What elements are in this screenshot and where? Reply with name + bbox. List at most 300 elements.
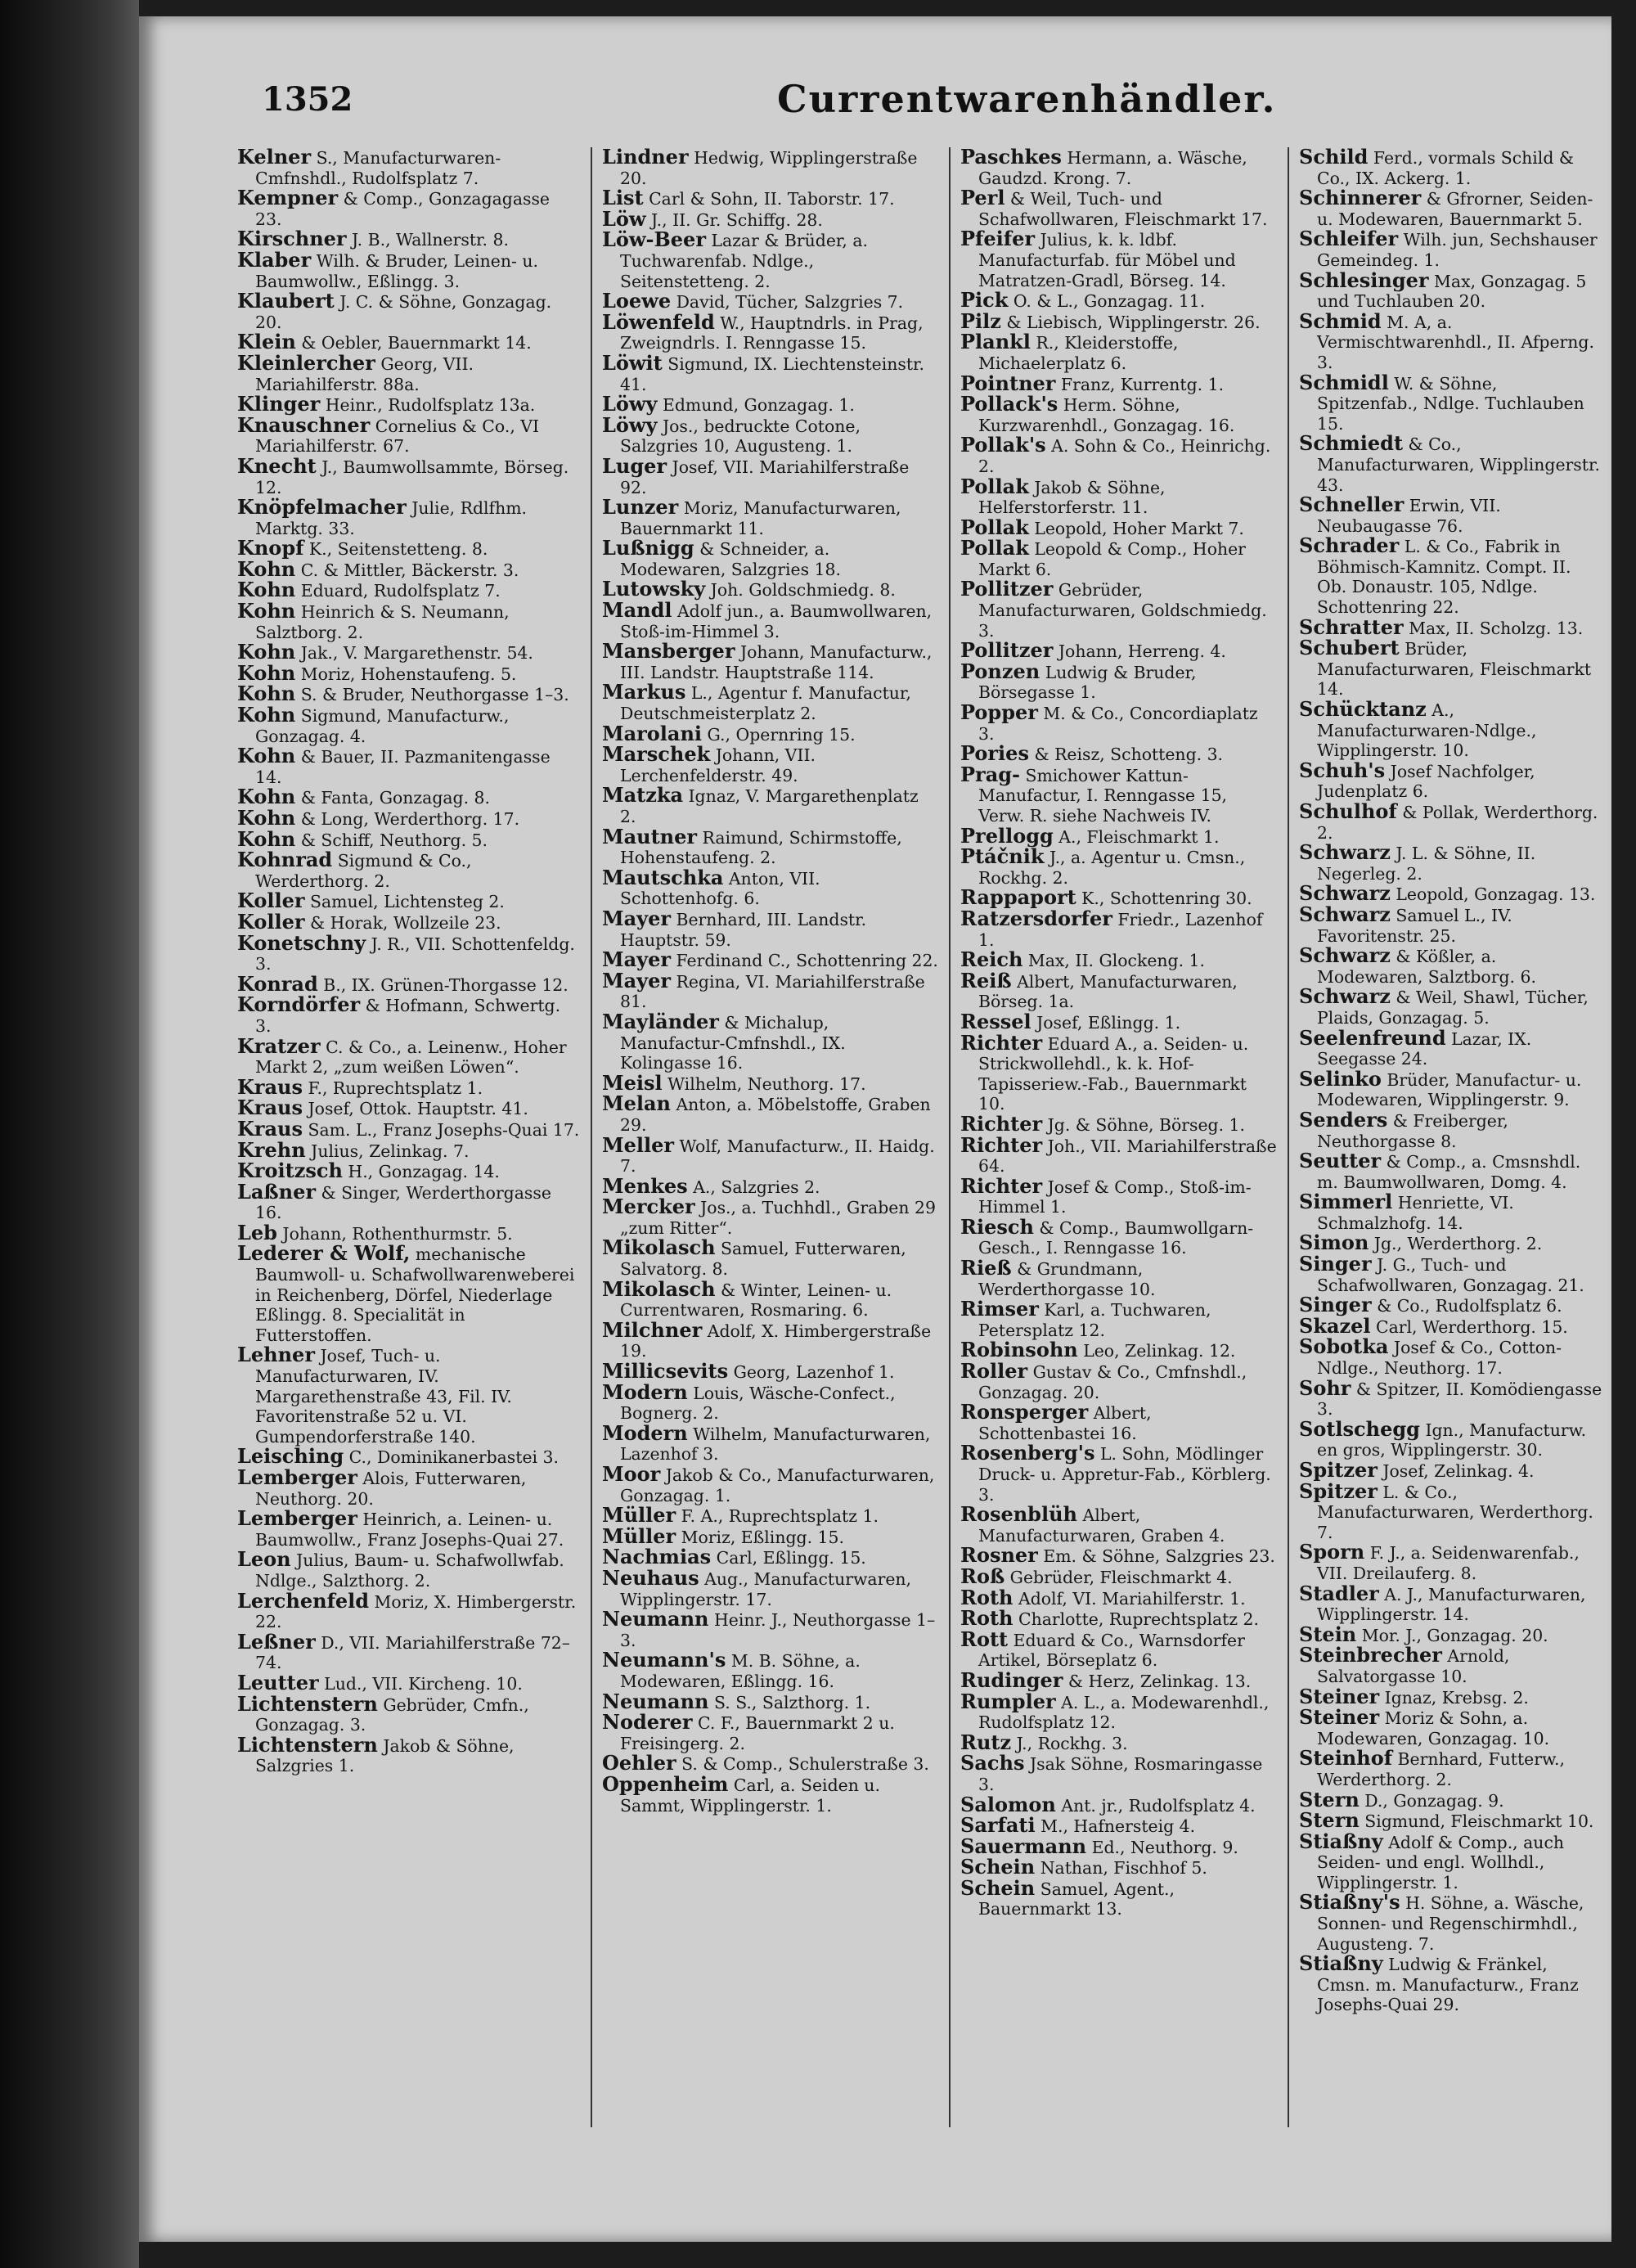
entry-details: Wilh. jun, Sechshauser Gemeindeg. 1. xyxy=(1317,230,1598,270)
directory-entry xyxy=(1299,840,1603,884)
entry-name: Menkes xyxy=(602,1173,688,1198)
entry-name: Löwy xyxy=(602,412,658,437)
entry-details: F. J., a. Seidenwarenfab., VII. Dreilauferg. 8. xyxy=(1317,1543,1580,1583)
entry-name: Lemberger xyxy=(237,1465,357,1489)
entry-details: Louis, Wäsche-Confect., Bognerg. 2. xyxy=(620,1383,896,1424)
entry-name: Lindner xyxy=(602,147,689,169)
directory-entry xyxy=(1299,1581,1603,1625)
entry-name: Ponzen xyxy=(960,659,1040,683)
entry-name: Popper xyxy=(960,700,1038,725)
entry-details: Jg., Werderthorg. 2. xyxy=(1373,1234,1543,1254)
entry-name: Rutz xyxy=(960,1730,1012,1754)
entry-details: Josef, Eßlingg. 1. xyxy=(1036,1012,1181,1033)
entry-details: & Spitzer, II. Komödiengasse 3. xyxy=(1317,1379,1602,1420)
directory-entry xyxy=(960,906,1278,950)
page-title: Currentwarenhändler. xyxy=(777,77,1277,121)
directory-entry xyxy=(602,1132,939,1177)
directory-entry xyxy=(1299,1542,1603,1583)
entry-details: Aug., Manufacturwaren, Wipplingerstr. 17. xyxy=(620,1568,912,1609)
directory-entry xyxy=(237,453,581,497)
entry-details: Wilhelm, Manufacturwaren, Lazenhof 3. xyxy=(620,1424,931,1465)
entry-details: Carl, Eßlingg. 15. xyxy=(716,1548,866,1568)
directory-entry xyxy=(1299,229,1603,270)
entry-name: Steinhof xyxy=(1299,1746,1393,1771)
entry-name: Ressel xyxy=(960,1009,1031,1033)
entry-details: C. & Co., a. Leinenw., Hoher Markt 2, „zum weißen Löwen“. xyxy=(255,1037,567,1078)
directory-entry xyxy=(1299,943,1603,987)
directory-entry xyxy=(602,350,939,394)
entry-name: Kohn xyxy=(237,599,296,623)
entry-name: Seutter xyxy=(1299,1149,1382,1173)
entry-name: Knecht xyxy=(237,453,317,478)
entry-name: Lemberger xyxy=(237,1506,357,1531)
entry-details: Smichower Kattun-Manufactur, I. Renngasse 15, Verw. R. siehe Nachweis IV. xyxy=(978,765,1228,826)
entry-details: Friedr., Lazenhof 1. xyxy=(978,909,1263,950)
directory-entry xyxy=(960,435,1278,476)
entry-name: Mautschka xyxy=(602,865,724,889)
directory-entry xyxy=(237,1588,581,1632)
entry-name: Klaubert xyxy=(237,289,335,313)
entry-details: H., Gonzagag. 14. xyxy=(348,1162,500,1182)
entry-name: Richter xyxy=(960,1173,1043,1198)
entry-name: Konetschny xyxy=(237,930,366,955)
entry-details: & Schiff, Neuthorg. 5. xyxy=(300,830,488,850)
column-4 xyxy=(1299,147,1603,2127)
entry-name: Kohn xyxy=(237,640,296,664)
entry-name: Stern xyxy=(1299,1808,1360,1833)
entry-name: Mandl xyxy=(602,598,672,623)
directory-entry xyxy=(960,1753,1278,1794)
directory-entry xyxy=(602,1462,939,1505)
directory-entry xyxy=(602,641,939,682)
directory-entry xyxy=(960,1543,1278,1568)
entry-details: F., Ruprechtsplatz 1. xyxy=(308,1078,483,1098)
entry-details: Georg, Lazenhof 1. xyxy=(733,1362,895,1383)
entry-details: Ferdinand C., Schottenring 22. xyxy=(676,951,938,971)
directory-entry xyxy=(602,1771,939,1816)
entry-name: Kelner xyxy=(237,147,312,169)
entry-name: Meller xyxy=(602,1132,674,1157)
entry-details: Moriz, X. Himbergerstr. 22. xyxy=(255,1591,577,1632)
directory-entry xyxy=(237,992,581,1036)
entry-details: Adolf jun., a. Baumwollwaren, Stoß-im-Himmel 3. xyxy=(620,601,933,641)
entry-details: Josef & Co., Cotton-Ndlge., Neuthorg. 17. xyxy=(1317,1338,1562,1379)
entry-name: Robinsohn xyxy=(960,1338,1078,1362)
entry-details: Carl, Werderthorg. 15. xyxy=(1376,1316,1568,1337)
entry-details: A., Fleischmarkt 1. xyxy=(1058,826,1220,847)
entry-details: Gebrüder, Manufacturwaren, Goldschmiedg. 3. xyxy=(978,580,1267,641)
entry-name: Paschkes xyxy=(960,147,1062,169)
entry-name: Reiß xyxy=(960,968,1012,992)
entry-details: G., Opernring 15. xyxy=(707,724,856,745)
directory-entry xyxy=(602,865,939,909)
entry-details: Adolf, VI. Mariahilferstr. 1. xyxy=(1018,1588,1246,1609)
entry-details: Max, II. Glockeng. 1. xyxy=(1027,951,1205,971)
entry-details: Gebrüder, Cmfn., Gonzagag. 3. xyxy=(255,1694,529,1735)
entry-details: Ignaz, Krebsg. 2. xyxy=(1384,1687,1529,1708)
directory-entry xyxy=(1299,1375,1603,1420)
entry-details: Eduard, Rudolfsplatz 7. xyxy=(300,581,501,601)
entry-name: Schuh's xyxy=(1299,758,1386,782)
entry-name: Oppenheim xyxy=(602,1771,729,1796)
directory-entry xyxy=(602,968,939,1012)
directory-entry xyxy=(1299,758,1603,802)
entry-name: Luger xyxy=(602,453,667,478)
entry-name: Simon xyxy=(1299,1231,1369,1255)
entry-name: Kohn xyxy=(237,806,296,830)
directory-entry xyxy=(602,1420,939,1465)
directory-entry xyxy=(960,1689,1278,1733)
directory-entry xyxy=(960,147,1278,188)
entry-details: S. S., Salzthorg. 1. xyxy=(713,1692,871,1712)
entry-details: D., VII. Mariahilferstraße 72–74. xyxy=(255,1632,570,1673)
directory-entry xyxy=(602,906,939,950)
entry-details: Wilh. & Bruder, Leinen- u. Baumwollw., Eßlingg. 3. xyxy=(255,250,538,291)
entry-name: Sarfati xyxy=(960,1813,1036,1838)
entry-name: Schmid xyxy=(1299,308,1382,333)
entry-details: & Co., Manufacturwaren, Wipplingerstr. 43. xyxy=(1317,434,1600,495)
entry-details: Julius, Zelinkag. 7. xyxy=(311,1141,470,1161)
entry-name: Mikolasch xyxy=(602,1276,716,1301)
entry-details: Josef, Tuch- u. Manufacturwaren, IV. Margarethenstraße 43, Fil. IV. Favoritenstraße 52 u. VI. Gumpendorferstraße 140. xyxy=(255,1346,512,1447)
entry-name: Simmerl xyxy=(1299,1190,1393,1214)
entry-details: J., a. Agentur u. Cmsn., Rockhg. 2. xyxy=(978,848,1246,888)
directory-entry xyxy=(237,247,581,291)
directory-entry xyxy=(237,1241,581,1345)
entry-details: C. & Mittler, Bäckerstr. 3. xyxy=(300,560,519,580)
entry-name: Marolani xyxy=(602,721,703,745)
entry-details: & Michalup, Manufactur-Cmfnshdl., IX. Kolingasse 16. xyxy=(620,1012,846,1073)
entry-details: Jakob & Co., Manufacturwaren, Gonzagag. 1. xyxy=(620,1465,935,1505)
directory-entry xyxy=(602,682,939,723)
entry-details: Jakob & Söhne, Helferstorferstr. 11. xyxy=(978,477,1166,518)
directory-entry xyxy=(237,705,581,746)
entry-details: Johann, VII. Lerchenfelderstr. 49. xyxy=(620,745,816,785)
entry-name: Perl xyxy=(960,186,1005,210)
directory-entry xyxy=(1299,1416,1603,1460)
directory-entry xyxy=(602,497,939,538)
entry-details: & Comp., Gonzagagasse 23. xyxy=(255,189,550,229)
entry-name: Stadler xyxy=(1299,1581,1379,1605)
entry-name: Rudinger xyxy=(960,1667,1063,1692)
entry-details: Max, Gonzagag. 5 und Tuchlauben 20. xyxy=(1317,271,1587,312)
entry-details: Raimund, Schirmstoffe, Hohenstaufeng. 2. xyxy=(620,827,902,868)
entry-name: Kohn xyxy=(237,785,296,809)
directory-entry xyxy=(602,1009,939,1073)
entry-name: Mayer xyxy=(602,968,671,992)
directory-entry xyxy=(602,147,939,188)
entry-details: & Grundmann, Werderthorgasse 10. xyxy=(978,1259,1156,1299)
directory-entry xyxy=(960,1606,1278,1631)
directory-entry xyxy=(602,1650,939,1691)
entry-name: Pick xyxy=(960,288,1009,313)
entry-name: Sporn xyxy=(1299,1540,1365,1564)
entry-details: Moriz & Sohn, a. Modewaren, Gonzagag. 10. xyxy=(1317,1708,1550,1748)
entry-details: Ignaz, V. Margarethenplatz 2. xyxy=(620,786,919,826)
entry-name: Roller xyxy=(960,1359,1028,1384)
entry-name: Pollitzer xyxy=(960,638,1054,663)
directory-entry xyxy=(1299,495,1603,536)
entry-name: Roth xyxy=(960,1606,1014,1631)
entry-details: mechanische Baumwoll- u. Schafwollwarenweberei in Reichenberg, Dörfel, Niederlage Eßlingg. 8. Specialität in Futterstoffen. xyxy=(255,1244,575,1345)
entry-details: Wilhelm, Neuthorg. 17. xyxy=(667,1073,866,1094)
directory-entry xyxy=(1299,638,1603,700)
entry-details: & Comp., Baumwollgarn-Gesch., I. Renngasse 16. xyxy=(978,1217,1254,1258)
entry-details: K., Seitenstetteng. 8. xyxy=(308,539,488,560)
entry-name: Löwy xyxy=(602,392,658,416)
directory-entry xyxy=(960,394,1278,435)
entry-name: Schein xyxy=(960,1875,1036,1900)
directory-entry xyxy=(960,538,1278,579)
directory-entry xyxy=(960,1030,1278,1114)
entry-name: Mikolasch xyxy=(602,1235,716,1260)
directory-entry xyxy=(1299,268,1603,312)
entry-name: Rieß xyxy=(960,1256,1012,1280)
entry-details: Erwin, VII. Neubaugasse 76. xyxy=(1317,496,1501,536)
directory-entry xyxy=(1299,1645,1603,1686)
entry-name: Kraus xyxy=(237,1096,303,1120)
entry-details: Julius, Baum- u. Schafwollwfab. Ndlge., Salzthorg. 2. xyxy=(255,1550,564,1591)
entry-details: Josef & Comp., Stoß-im-Himmel 1. xyxy=(978,1177,1252,1217)
directory-entry xyxy=(602,1276,939,1321)
entry-details: Arnold, Salvatorgasse 10. xyxy=(1317,1646,1510,1686)
directory-entry xyxy=(960,762,1278,826)
directory-entry xyxy=(602,598,939,641)
directory-entry xyxy=(602,1609,939,1650)
entry-details: A. L., a. Modewarenhdl., Rudolfsplatz 12. xyxy=(978,1692,1270,1733)
entry-name: Leon xyxy=(237,1547,291,1572)
entry-details: R., Kleiderstoffe, Michaelerplatz 6. xyxy=(978,333,1179,373)
entry-details: & Gfrorner, Seiden- u. Modewaren, Bauernmarkt 5. xyxy=(1317,189,1593,229)
entry-name: Kraus xyxy=(237,1074,303,1099)
entry-name: Schwarz xyxy=(1299,984,1391,1009)
entry-details: & Winter, Leinen- u. Currentwaren, Rosmaring. 6. xyxy=(620,1280,892,1321)
directory-entry xyxy=(602,1091,939,1135)
directory-entry xyxy=(602,227,939,291)
entry-details: J., Baumwollsammte, Börseg. 12. xyxy=(255,457,569,497)
directory-entry xyxy=(1299,1151,1603,1192)
directory-entry xyxy=(960,1361,1278,1402)
entry-details: & Fanta, Gonzagag. 8. xyxy=(300,788,491,808)
entry-name: Kroitzsch xyxy=(237,1159,343,1183)
column-divider xyxy=(949,147,951,2127)
directory-entry xyxy=(960,579,1278,641)
entry-details: Johann, Manufacturw., III. Landstr. Hauptstraße 114. xyxy=(620,642,933,682)
directory-entry xyxy=(602,412,939,457)
entry-name: Rosner xyxy=(960,1543,1038,1568)
entry-name: Pollak xyxy=(960,515,1029,539)
entry-details: Albert, Manufacturwaren, Börseg. 1a. xyxy=(978,971,1238,1012)
entry-details: Jak., V. Margarethenstr. 54. xyxy=(300,643,533,664)
entry-name: Loewe xyxy=(602,289,672,313)
entry-details: Heinrich & S. Neumann, Salztborg. 2. xyxy=(255,602,510,642)
entry-details: Adolf, X. Himbergerstraße 19. xyxy=(620,1321,932,1361)
entry-name: Salomon xyxy=(960,1792,1056,1816)
entry-details: & Herz, Zelinkag. 13. xyxy=(1067,1671,1252,1691)
entry-name: List xyxy=(602,186,644,210)
entry-details: & Kößler, a. Modewaren, Salztborg. 6. xyxy=(1317,947,1536,987)
entry-details: Jsak Söhne, Rosmaringasse 3. xyxy=(978,1754,1263,1794)
entry-name: Nachmias xyxy=(602,1545,712,1569)
entry-name: Ratzersdorfer xyxy=(960,906,1112,930)
entry-name: Schlesinger xyxy=(1299,268,1429,292)
directory-entry xyxy=(960,659,1278,703)
directory-entry xyxy=(960,1258,1278,1299)
entry-details: Jos., a. Tuchhdl., Graben 29 „zum Ritter“. xyxy=(620,1198,936,1238)
entry-details: C. F., Bauernmarkt 2 u. Freisingerg. 2. xyxy=(620,1713,895,1753)
entry-details: & Long, Werderthorg. 17. xyxy=(300,809,520,829)
entry-details: A., Manufacturwaren-Ndlge., Wipplingerstr. 10. xyxy=(1317,700,1537,761)
entry-details: Sigmund, Fleischmarkt 10. xyxy=(1364,1811,1594,1832)
entry-details: Ludwig & Bruder, Börsegasse 1. xyxy=(978,662,1197,703)
column-2 xyxy=(602,147,939,2127)
entry-details: Ludwig & Fränkel, Cmsn. m. Manufacturw., Franz Josephs-Quai 29. xyxy=(1317,1955,1579,2015)
directory-entry xyxy=(237,147,581,188)
directory-entry xyxy=(1299,147,1603,188)
entry-details: Jos., bedruckte Cotone, Salzgries 10, Augusteng. 1. xyxy=(620,416,861,457)
entry-name: Pilz xyxy=(960,308,1001,333)
entry-name: Lerchenfeld xyxy=(237,1588,370,1613)
entry-details: Sigmund, Manufacturw., Gonzagag. 4. xyxy=(255,706,510,746)
entry-details: Anton, VII. Schottenhofg. 6. xyxy=(620,868,820,909)
entry-details: & Comp., a. Cmsnshdl. m. Baumwollwaren, Domg. 4. xyxy=(1317,1152,1581,1192)
entry-details: Johann, Herreng. 4. xyxy=(1058,641,1226,662)
entry-name: Kraus xyxy=(237,1116,303,1141)
entry-name: Stiaßny xyxy=(1299,1829,1383,1853)
entry-name: Stiaßny's xyxy=(1299,1890,1400,1915)
entry-details: & Pollak, Werderthorg. 2. xyxy=(1317,803,1598,843)
entry-details: Samuel L., IV. Favoritenstr. 25. xyxy=(1317,905,1512,946)
entry-details: Hedwig, Wipplingerstraße 20. xyxy=(620,148,918,188)
directory-entry xyxy=(1299,533,1603,618)
directory-entry xyxy=(237,930,581,974)
entry-name: Mautner xyxy=(602,824,698,848)
entry-details: Sigmund & Co., Werderthorg. 2. xyxy=(255,851,472,891)
entry-name: Prag- xyxy=(960,762,1020,786)
entry-details: & Weil, Tuch- und Schafwollwaren, Fleischmarkt 17. xyxy=(978,189,1268,229)
entry-details: J. L. & Söhne, II. Negerleg. 2. xyxy=(1317,844,1536,884)
entry-name: Pointner xyxy=(960,371,1056,395)
entry-name: Schneller xyxy=(1299,493,1405,517)
entry-name: Pollak's xyxy=(960,433,1046,457)
directory-entry xyxy=(1299,370,1603,434)
directory-entry xyxy=(1299,902,1603,946)
directory-entry xyxy=(960,1402,1278,1443)
entry-name: Schinnerer xyxy=(1299,186,1422,210)
entry-name: Neumann xyxy=(602,1607,709,1631)
entry-details: Julie, Rdlfhm. Marktg. 33. xyxy=(255,498,528,538)
directory-entry xyxy=(960,1299,1278,1340)
entry-name: Müller xyxy=(602,1523,676,1548)
entry-name: Lutowsky xyxy=(602,577,706,601)
entry-name: Steinbrecher xyxy=(1299,1643,1442,1667)
entry-name: Stiaßny xyxy=(1299,1951,1383,1976)
entry-details: J. R., VII. Schottenfeldg. 3. xyxy=(255,934,575,974)
entry-details: Joh. Goldschmiedg. 8. xyxy=(710,580,896,601)
directory-entry xyxy=(960,290,1278,312)
directory-entry xyxy=(237,1179,581,1223)
entry-details: M. B. Söhne, a. Modewaren, Eßlingg. 16. xyxy=(620,1651,861,1691)
directory-entry xyxy=(1299,1705,1603,1748)
directory-entry xyxy=(602,785,939,826)
entry-name: Lehner xyxy=(237,1343,315,1367)
directory-entry xyxy=(237,1732,581,1776)
entry-details: Ant. jr., Rudolfsplatz 4. xyxy=(1061,1795,1256,1816)
entry-name: Marschek xyxy=(602,742,711,767)
entry-name: Singer xyxy=(1299,1252,1372,1276)
entry-name: Pories xyxy=(960,741,1029,766)
entry-details: Carl & Sohn, II. Taborstr. 17. xyxy=(649,189,895,209)
entry-name: Pollak xyxy=(960,474,1029,498)
entry-name: Schleifer xyxy=(1299,227,1399,251)
entry-details: Henriette, VI. Schmalzhofg. 14. xyxy=(1317,1193,1514,1233)
entry-details: Charlotte, Ruprechtsplatz 2. xyxy=(1018,1609,1260,1630)
directory-entry xyxy=(237,497,581,538)
directory-entry xyxy=(960,332,1278,373)
directory-entry xyxy=(602,742,939,785)
entry-name: Neuhaus xyxy=(602,1565,699,1590)
entry-details: L. & Co., Fabrik in Böhmisch-Kamnitz. Compt. II. Ob. Donaustr. 105, Ndlge. Schottenring 22. xyxy=(1317,537,1571,618)
entry-details: Heinr. J., Neuthorgasse 1–3. xyxy=(620,1610,936,1650)
column-3 xyxy=(960,147,1278,2127)
directory-entry xyxy=(1299,1066,1603,1110)
entry-name: Schrader xyxy=(1299,533,1400,558)
directory-entry xyxy=(960,700,1278,744)
entry-name: Knopf xyxy=(237,536,304,560)
entry-details: Edmund, Gonzagag. 1. xyxy=(662,395,855,416)
entry-details: Moriz, Eßlingg. 15. xyxy=(681,1527,844,1547)
directory-entry xyxy=(237,1547,581,1591)
entry-name: Selinko xyxy=(1299,1066,1382,1091)
entry-details: Julius, k. k. ldbf. Manufacturfab. für Möbel und Matratzen-Gradl, Börseg. 14. xyxy=(978,230,1236,290)
entry-details: Josef, Ottok. Hauptstr. 41. xyxy=(308,1099,528,1119)
entry-details: A. J., Manufacturwaren, Wipplingerstr. 14. xyxy=(1317,1584,1586,1625)
entry-details: Leopold & Comp., Hoher Markt 6. xyxy=(978,539,1246,579)
directory-entry xyxy=(1299,1892,1603,1954)
entry-details: Karl, a. Tuchwaren, Petersplatz 12. xyxy=(978,1300,1211,1340)
entry-name: Kohn xyxy=(237,578,296,602)
entry-name: Mayer xyxy=(602,947,671,972)
entry-name: Matzka xyxy=(602,783,684,808)
entry-name: Senders xyxy=(1299,1107,1388,1132)
entry-name: Stein xyxy=(1299,1622,1357,1646)
entry-name: Melan xyxy=(602,1091,671,1116)
entry-name: Schild xyxy=(1299,147,1369,169)
directory-entry xyxy=(960,229,1278,290)
entry-details: L., Agentur f. Manufactur, Deutschmeisterplatz 2. xyxy=(620,683,911,724)
entry-name: Schmiedt xyxy=(1299,431,1404,456)
directory-entry xyxy=(237,1033,581,1078)
entry-name: Meisl xyxy=(602,1070,663,1095)
entry-details: Josef, VII. Mariahilferstraße 92. xyxy=(620,457,910,497)
entry-name: Pollak xyxy=(960,536,1029,560)
directory-entry xyxy=(1299,799,1603,843)
entry-name: Kohn xyxy=(237,556,296,581)
entry-details: & Singer, Werderthorgasse 16. xyxy=(255,1182,551,1223)
entry-details: Ferd., vormals Schild & Co., IX. Ackerg. 1. xyxy=(1317,148,1575,188)
directory-entry xyxy=(1299,697,1603,761)
entry-name: Leisching xyxy=(237,1444,344,1469)
entry-name: Kohn xyxy=(237,682,296,706)
entry-name: Laßner xyxy=(237,1179,317,1204)
column-divider xyxy=(591,147,592,2127)
entry-name: Riesch xyxy=(960,1214,1034,1239)
entry-details: J., II. Gr. Schiffg. 28. xyxy=(651,209,823,230)
entry-name: Lichtenstern xyxy=(237,1691,378,1716)
entry-details: H. Söhne, a. Wäsche, Sonnen- und Regenschirmhdl., Augusteng. 7. xyxy=(1317,1893,1584,1954)
entry-name: Kohn xyxy=(237,744,296,768)
entry-name: Ptáčnik xyxy=(960,844,1045,869)
